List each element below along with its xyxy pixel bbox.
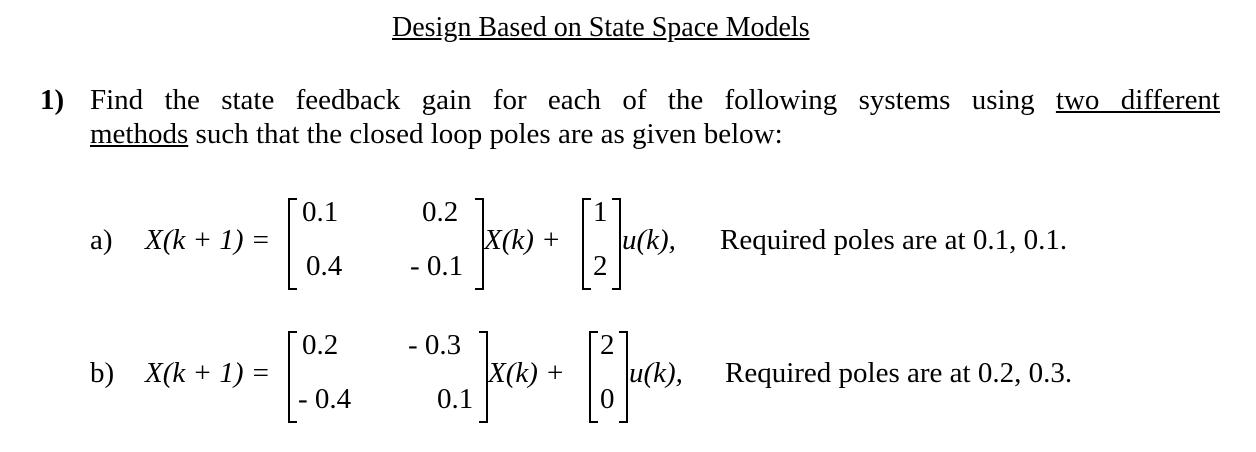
matrix-a22: - 0.1	[410, 250, 464, 282]
question-1-line-2	[90, 118, 783, 151]
vector-b1: 2	[600, 329, 615, 361]
vector-bracket-right	[619, 331, 628, 423]
equation-a	[0, 190, 1256, 300]
vector-b2: 0	[600, 383, 615, 415]
state-term: X(k) +	[484, 224, 561, 256]
equation-lhs: X(k + 1) =	[145, 357, 271, 389]
question-text-part: Find the state feedback gain for each of the following systems using	[90, 84, 1056, 116]
matrix-a21: 0.4	[306, 250, 343, 282]
vector-bracket-left	[582, 198, 591, 290]
question-1-line-1	[40, 84, 1220, 117]
emphasis-methods: methods	[90, 118, 189, 150]
matrix-bracket-left	[288, 198, 297, 290]
part-label: b)	[90, 357, 115, 389]
input-term: u(k),	[629, 357, 683, 389]
matrix-bracket-left	[288, 331, 297, 423]
question-text-line-1	[90, 84, 1220, 117]
matrix-a12: - 0.3	[408, 329, 462, 361]
equation-b	[0, 323, 1256, 433]
vector-bracket-right	[612, 198, 621, 290]
required-poles: Required poles are at 0.1, 0.1.	[720, 224, 1068, 256]
equation-lhs: X(k + 1) =	[145, 224, 271, 256]
question-text-part: such that the closed loop poles are as given below:	[188, 118, 783, 150]
required-poles: Required poles are at 0.2, 0.3.	[725, 357, 1073, 389]
matrix-bracket-right	[475, 198, 484, 290]
matrix-a12: 0.2	[422, 196, 459, 228]
matrix-a21: - 0.4	[298, 383, 352, 415]
matrix-a11: 0.2	[302, 329, 339, 361]
question-number: 1)	[40, 84, 65, 116]
vector-b2: 2	[593, 250, 608, 282]
matrix-a11: 0.1	[302, 196, 339, 228]
matrix-a22: 0.1	[437, 383, 474, 415]
vector-b1: 1	[593, 196, 608, 228]
matrix-bracket-right	[479, 331, 488, 423]
vector-bracket-left	[589, 331, 598, 423]
part-label: a)	[90, 224, 113, 256]
emphasis-two-different: two different	[1055, 84, 1220, 116]
state-term: X(k) +	[488, 357, 565, 389]
input-term: u(k),	[622, 224, 676, 256]
page-title: Design Based on State Space Models	[392, 12, 810, 43]
